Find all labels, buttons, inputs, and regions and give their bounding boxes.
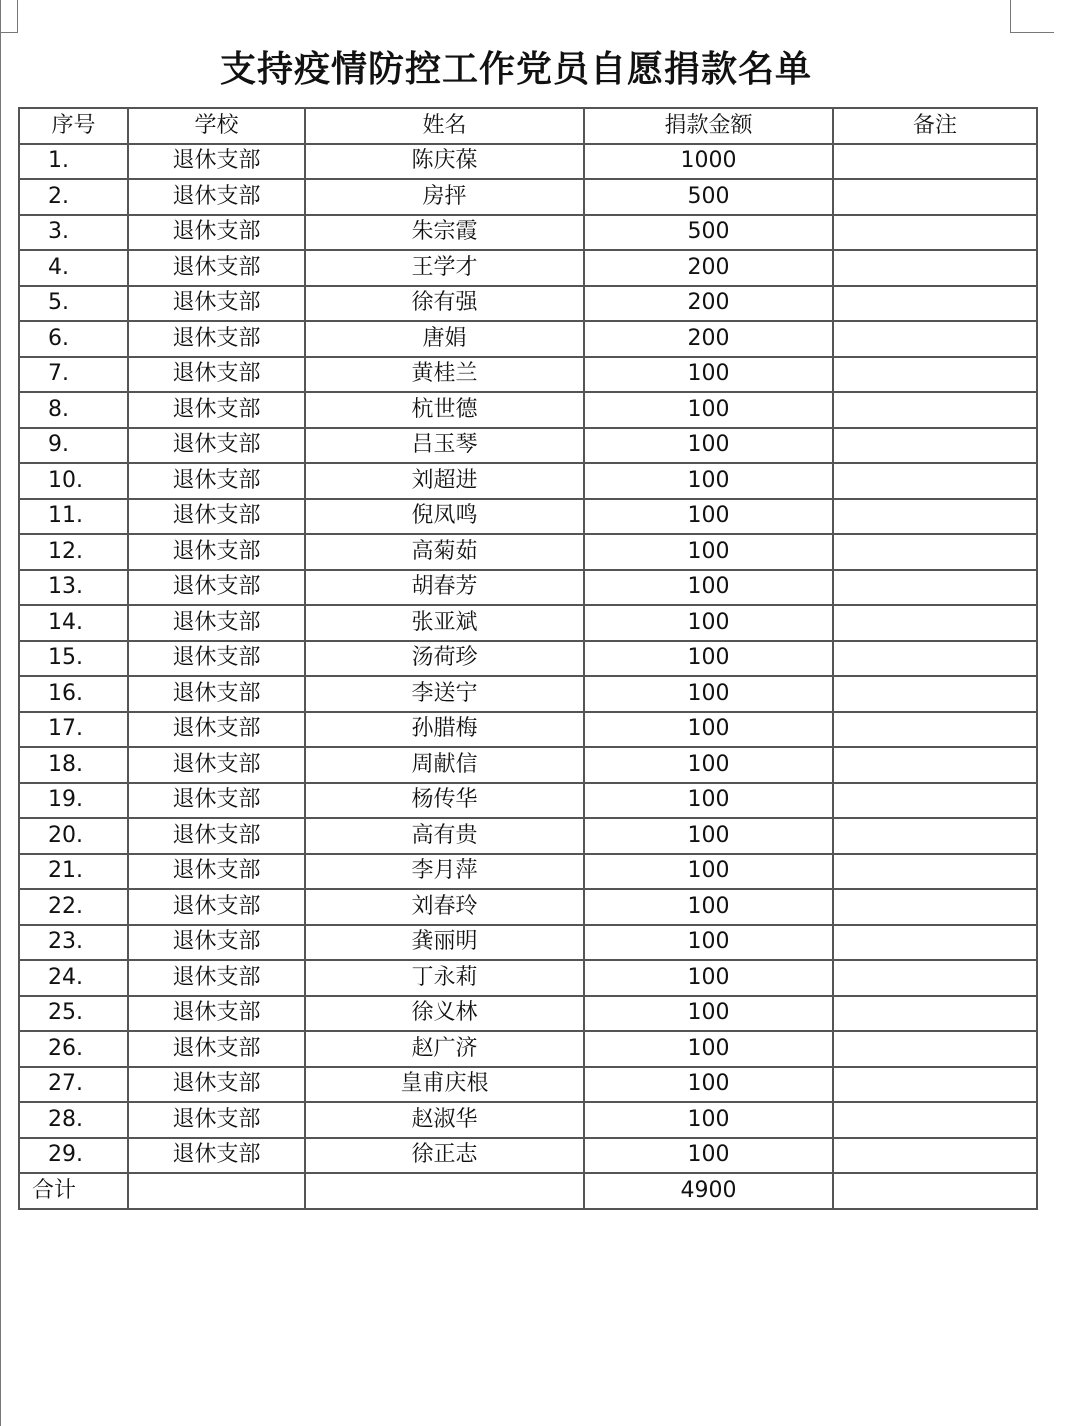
- cell-note: [833, 996, 1037, 1032]
- cell-amount: 100: [584, 925, 833, 961]
- cell-no: 19.: [19, 783, 128, 819]
- cell-amount: 100: [584, 641, 833, 677]
- page-left-edge: [0, 0, 1, 1426]
- cell-amount: 500: [584, 215, 833, 251]
- cell-name: 徐正志: [305, 1138, 584, 1174]
- total-cell-label: 合计: [19, 1173, 128, 1209]
- cell-note: [833, 712, 1037, 748]
- cell-note: [833, 1102, 1037, 1138]
- cell-amount: 100: [584, 747, 833, 783]
- cell-school: 退休支部: [128, 286, 305, 322]
- cell-no: 4.: [19, 250, 128, 286]
- cell-note: [833, 1031, 1037, 1067]
- header-cell-name: 姓名: [305, 108, 584, 144]
- cell-amount: 100: [584, 463, 833, 499]
- cell-note: [833, 783, 1037, 819]
- cell-no: 18.: [19, 747, 128, 783]
- cell-amount: 100: [584, 960, 833, 996]
- cell-amount: 100: [584, 783, 833, 819]
- cell-no: 28.: [19, 1102, 128, 1138]
- cell-name: 孙腊梅: [305, 712, 584, 748]
- cell-school: 退休支部: [128, 676, 305, 712]
- cell-amount: 100: [584, 570, 833, 606]
- table-row: [19, 996, 1037, 1032]
- table-row: [19, 925, 1037, 961]
- total-cell-name: [305, 1173, 584, 1209]
- cell-amount: 100: [584, 534, 833, 570]
- cell-no: 25.: [19, 996, 128, 1032]
- total-cell-amount: 4900: [584, 1173, 833, 1209]
- cell-no: 21.: [19, 854, 128, 890]
- cell-note: [833, 605, 1037, 641]
- cell-name: 房抨: [305, 179, 584, 215]
- cell-school: 退休支部: [128, 534, 305, 570]
- cell-name: 汤荷珍: [305, 641, 584, 677]
- cell-no: 10.: [19, 463, 128, 499]
- cell-note: [833, 854, 1037, 890]
- table-row: [19, 712, 1037, 748]
- cell-school: 退休支部: [128, 428, 305, 464]
- crop-mark-top-right: [1010, 0, 1054, 33]
- table-row: [19, 641, 1037, 677]
- cell-amount: 1000: [584, 144, 833, 180]
- cell-school: 退休支部: [128, 641, 305, 677]
- total-row: [19, 1173, 1037, 1209]
- cell-amount: 100: [584, 605, 833, 641]
- cell-school: 退休支部: [128, 783, 305, 819]
- cell-school: 退休支部: [128, 960, 305, 996]
- cell-note: [833, 925, 1037, 961]
- cell-name: 杨传华: [305, 783, 584, 819]
- cell-name: 杭世德: [305, 392, 584, 428]
- cell-amount: 100: [584, 1102, 833, 1138]
- cell-name: 倪凤鸣: [305, 499, 584, 535]
- cell-amount: 500: [584, 179, 833, 215]
- cell-note: [833, 357, 1037, 393]
- cell-school: 退休支部: [128, 747, 305, 783]
- cell-amount: 100: [584, 676, 833, 712]
- cell-school: 退休支部: [128, 357, 305, 393]
- header-cell-school: 学校: [128, 108, 305, 144]
- cell-amount: 100: [584, 818, 833, 854]
- table-row: [19, 499, 1037, 535]
- cell-note: [833, 676, 1037, 712]
- cell-no: 15.: [19, 641, 128, 677]
- cell-name: 李送宁: [305, 676, 584, 712]
- cell-no: 12.: [19, 534, 128, 570]
- crop-mark-top-left: [0, 0, 18, 33]
- cell-amount: 200: [584, 250, 833, 286]
- table-row: [19, 605, 1037, 641]
- cell-name: 张亚斌: [305, 605, 584, 641]
- cell-note: [833, 499, 1037, 535]
- cell-note: [833, 641, 1037, 677]
- cell-school: 退休支部: [128, 144, 305, 180]
- cell-name: 朱宗霞: [305, 215, 584, 251]
- cell-school: 退休支部: [128, 499, 305, 535]
- table-row: [19, 463, 1037, 499]
- cell-name: 刘春玲: [305, 889, 584, 925]
- table-row: [19, 1102, 1037, 1138]
- cell-school: 退休支部: [128, 392, 305, 428]
- cell-note: [833, 392, 1037, 428]
- cell-school: 退休支部: [128, 854, 305, 890]
- total-cell-note: [833, 1173, 1037, 1209]
- cell-name: 王学才: [305, 250, 584, 286]
- header-cell-no: 序号: [19, 108, 128, 144]
- cell-note: [833, 889, 1037, 925]
- cell-name: 赵广济: [305, 1031, 584, 1067]
- table-row: [19, 570, 1037, 606]
- cell-note: [833, 250, 1037, 286]
- cell-amount: 100: [584, 1031, 833, 1067]
- cell-no: 26.: [19, 1031, 128, 1067]
- cell-name: 唐娟: [305, 321, 584, 357]
- cell-name: 陈庆葆: [305, 144, 584, 180]
- cell-amount: 200: [584, 286, 833, 322]
- cell-school: 退休支部: [128, 925, 305, 961]
- cell-no: 2.: [19, 179, 128, 215]
- cell-no: 8.: [19, 392, 128, 428]
- cell-no: 20.: [19, 818, 128, 854]
- cell-school: 退休支部: [128, 250, 305, 286]
- cell-name: 高菊茹: [305, 534, 584, 570]
- cell-school: 退休支部: [128, 570, 305, 606]
- cell-amount: 100: [584, 357, 833, 393]
- table-row: [19, 889, 1037, 925]
- cell-no: 24.: [19, 960, 128, 996]
- cell-name: 吕玉琴: [305, 428, 584, 464]
- cell-name: 皇甫庆根: [305, 1067, 584, 1103]
- cell-no: 29.: [19, 1138, 128, 1174]
- cell-no: 6.: [19, 321, 128, 357]
- cell-no: 14.: [19, 605, 128, 641]
- cell-note: [833, 463, 1037, 499]
- cell-no: 22.: [19, 889, 128, 925]
- table-row: [19, 1067, 1037, 1103]
- cell-name: 丁永莉: [305, 960, 584, 996]
- table-row: [19, 747, 1037, 783]
- cell-school: 退休支部: [128, 1067, 305, 1103]
- cell-amount: 100: [584, 428, 833, 464]
- cell-amount: 100: [584, 1138, 833, 1174]
- cell-no: 9.: [19, 428, 128, 464]
- cell-name: 刘超进: [305, 463, 584, 499]
- cell-amount: 100: [584, 499, 833, 535]
- table-row: [19, 1031, 1037, 1067]
- table-row: [19, 392, 1037, 428]
- cell-amount: 100: [584, 392, 833, 428]
- cell-note: [833, 179, 1037, 215]
- cell-no: 23.: [19, 925, 128, 961]
- document-title: 支持疫情防控工作党员自愿捐款名单: [219, 49, 812, 90]
- cell-amount: 100: [584, 1067, 833, 1103]
- total-cell-school: [128, 1173, 305, 1209]
- cell-school: 退休支部: [128, 996, 305, 1032]
- cell-school: 退休支部: [128, 889, 305, 925]
- cell-note: [833, 570, 1037, 606]
- cell-amount: 100: [584, 996, 833, 1032]
- cell-no: 17.: [19, 712, 128, 748]
- cell-note: [833, 286, 1037, 322]
- cell-no: 16.: [19, 676, 128, 712]
- cell-school: 退休支部: [128, 712, 305, 748]
- cell-school: 退休支部: [128, 179, 305, 215]
- table-row: [19, 960, 1037, 996]
- cell-note: [833, 960, 1037, 996]
- table-row: [19, 783, 1037, 819]
- cell-school: 退休支部: [128, 1138, 305, 1174]
- cell-note: [833, 818, 1037, 854]
- cell-no: 13.: [19, 570, 128, 606]
- table-header-row: [19, 108, 1037, 144]
- cell-school: 退休支部: [128, 1031, 305, 1067]
- table-row: [19, 215, 1037, 251]
- cell-note: [833, 1138, 1037, 1174]
- cell-name: 李月萍: [305, 854, 584, 890]
- cell-school: 退休支部: [128, 605, 305, 641]
- table-row: [19, 1138, 1037, 1174]
- table-row: [19, 676, 1037, 712]
- table-row: [19, 321, 1037, 357]
- cell-school: 退休支部: [128, 463, 305, 499]
- cell-name: 赵淑华: [305, 1102, 584, 1138]
- cell-no: 1.: [19, 144, 128, 180]
- cell-no: 5.: [19, 286, 128, 322]
- cell-no: 7.: [19, 357, 128, 393]
- cell-name: 徐有强: [305, 286, 584, 322]
- table-row: [19, 357, 1037, 393]
- cell-note: [833, 215, 1037, 251]
- header-cell-note: 备注: [833, 108, 1037, 144]
- table-row: [19, 250, 1037, 286]
- cell-school: 退休支部: [128, 1102, 305, 1138]
- table-row: [19, 144, 1037, 180]
- cell-no: 27.: [19, 1067, 128, 1103]
- cell-amount: 100: [584, 854, 833, 890]
- cell-name: 龚丽明: [305, 925, 584, 961]
- cell-note: [833, 321, 1037, 357]
- cell-note: [833, 144, 1037, 180]
- table-row: [19, 818, 1037, 854]
- cell-note: [833, 747, 1037, 783]
- cell-name: 胡春芳: [305, 570, 584, 606]
- cell-amount: 200: [584, 321, 833, 357]
- cell-name: 高有贵: [305, 818, 584, 854]
- table-row: [19, 428, 1037, 464]
- cell-name: 周献信: [305, 747, 584, 783]
- table-row: [19, 286, 1037, 322]
- cell-no: 11.: [19, 499, 128, 535]
- table-row: [19, 854, 1037, 890]
- cell-no: 3.: [19, 215, 128, 251]
- cell-school: 退休支部: [128, 818, 305, 854]
- cell-name: 黄桂兰: [305, 357, 584, 393]
- cell-note: [833, 428, 1037, 464]
- donation-table: [18, 107, 1038, 1210]
- cell-name: 徐义林: [305, 996, 584, 1032]
- cell-school: 退休支部: [128, 321, 305, 357]
- cell-note: [833, 1067, 1037, 1103]
- cell-amount: 100: [584, 889, 833, 925]
- table-row: [19, 179, 1037, 215]
- cell-amount: 100: [584, 712, 833, 748]
- cell-note: [833, 534, 1037, 570]
- cell-school: 退休支部: [128, 215, 305, 251]
- header-cell-amount: 捐款金额: [584, 108, 833, 144]
- table-row: [19, 534, 1037, 570]
